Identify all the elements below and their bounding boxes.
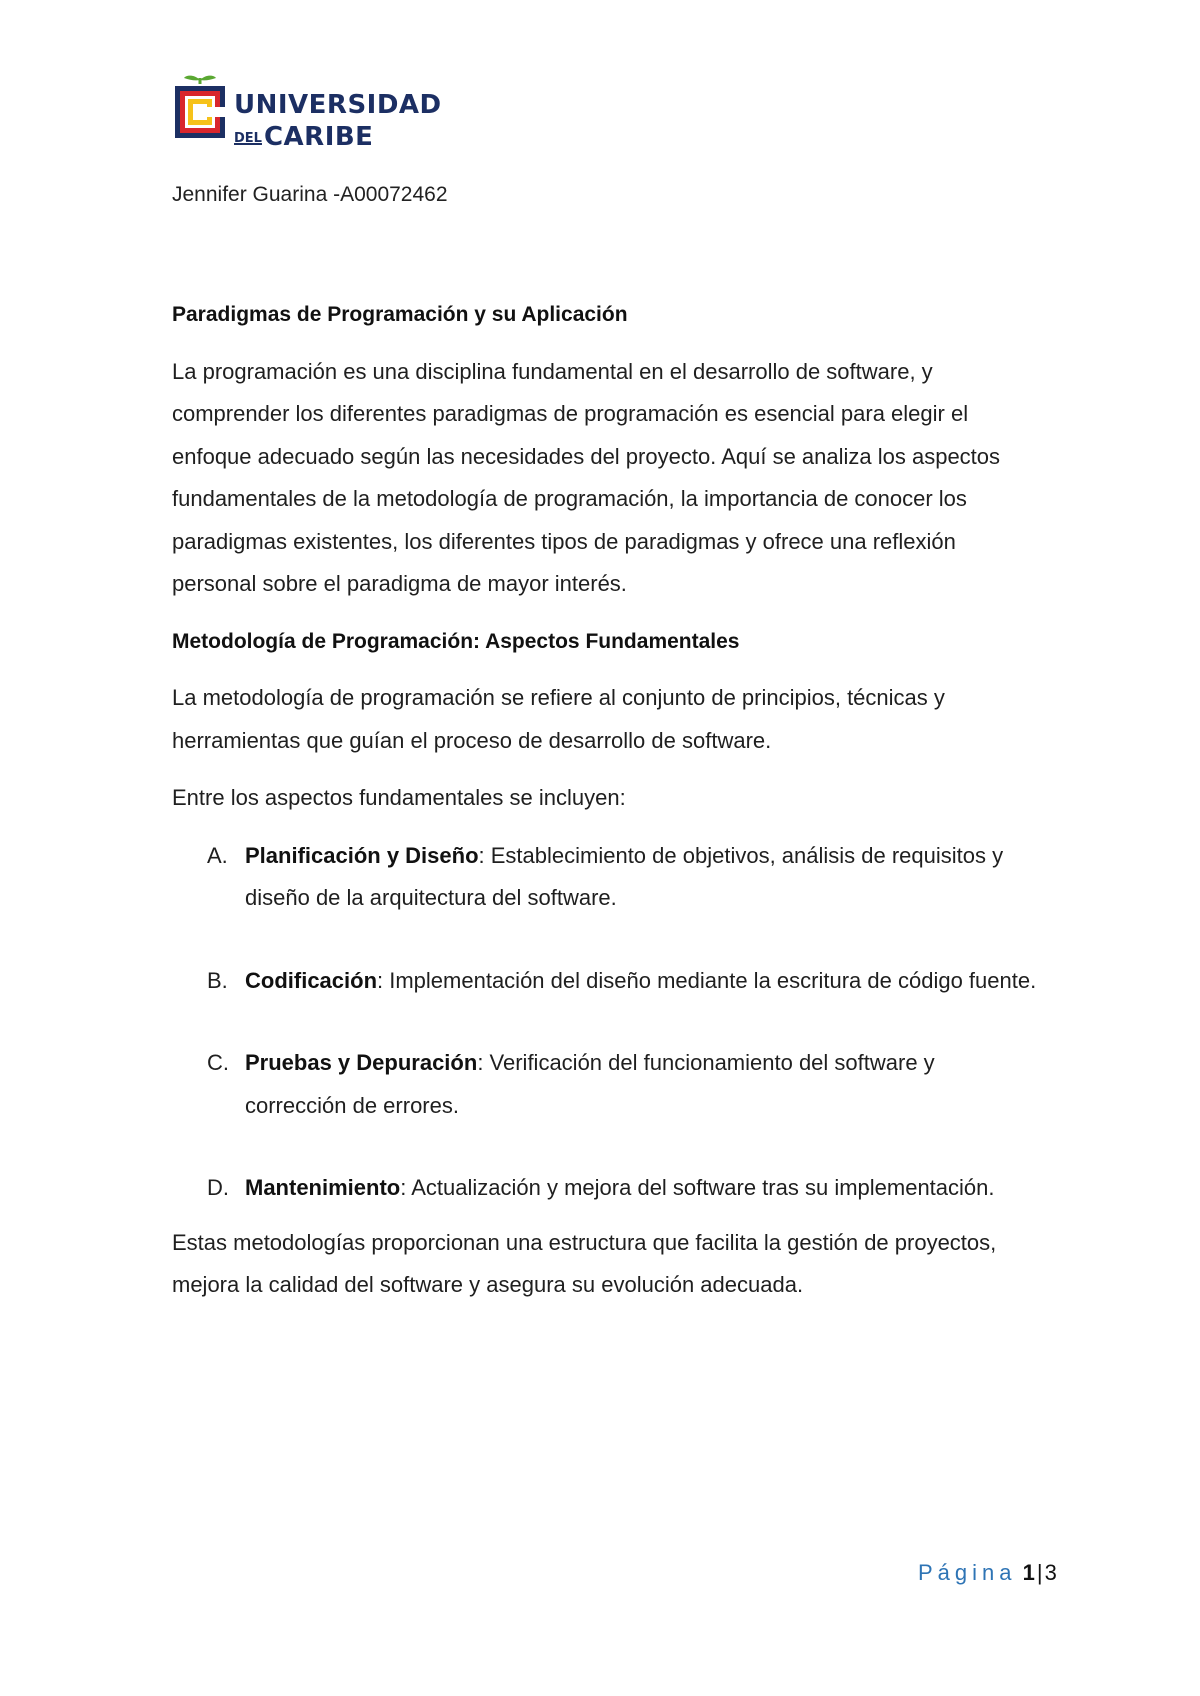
page-number: [918, 1560, 1057, 1586]
section-heading: Metodología de Programación: Aspectos Fundamentales: [172, 629, 740, 653]
logo-wordmark-line1: UNIVERSIDAD: [234, 90, 442, 120]
page-total: 3: [1044, 1560, 1057, 1585]
author-line: Jennifer Guarina -A00072462: [172, 183, 448, 206]
list-marker: D.: [207, 1175, 229, 1200]
list-item: [172, 1042, 1042, 1127]
section-paragraph-1: La metodología de programación se refiere al conjunto de principios, técnicas y herramientas que guían el proceso de desarrollo de software.: [172, 685, 945, 753]
list-text: : Actualización y mejora del software tras su implementación.: [400, 1175, 995, 1200]
page-separator: |: [1036, 1560, 1043, 1585]
list-term: Mantenimiento: [245, 1175, 401, 1200]
list-term: Pruebas y Depuración: [245, 1050, 478, 1075]
list-term: Codificación: [245, 967, 378, 993]
list-item: [172, 1167, 1042, 1210]
list-marker: B.: [207, 967, 228, 993]
list-marker: C.: [207, 1050, 229, 1075]
aspects-list: [172, 835, 1042, 1210]
intro-paragraph: La programación es una disciplina fundamental en el desarrollo de software, y comprender los diferentes paradigmas de programación es esencial para elegir el enfoque adecuado según las necesidades del proyecto. Aquí se analiza los aspectos fundamentales de la metodología de programación, la importancia de conocer los paradigmas existentes, los diferentes tipos de paradigmas y ofrece una reflexión personal sobre el paradigma de mayor interés.: [172, 358, 1001, 596]
university-logo: [172, 70, 442, 152]
section-paragraph-2: Entre los aspectos fundamentales se incluyen:: [172, 785, 626, 810]
university-emblem-icon: [172, 70, 228, 150]
list-term: Planificación y Diseño: [245, 842, 479, 868]
logo-wordmark-line2: CARIBE: [263, 122, 374, 152]
logo-wordmark-del: DEL: [234, 131, 262, 146]
list-text: : Establecimiento de objetivos, análisis de requisitos y diseño de la arquitectura del software.: [245, 842, 1004, 910]
document-title: Paradigmas de Programación y su Aplicación: [172, 303, 628, 326]
page-current: 1: [1022, 1560, 1035, 1585]
page-label: Página: [918, 1560, 1017, 1585]
list-item: [172, 835, 1042, 920]
document-body: [172, 294, 1042, 1322]
list-text: : Implementación del diseño mediante la escritura de código fuente.: [377, 967, 1037, 993]
list-item: [172, 960, 1042, 1003]
list-marker: A.: [207, 842, 228, 868]
closing-paragraph: Estas metodologías proporcionan una estructura que facilita la gestión de proyectos, mejora la calidad del software y asegura su evolución adecuada.: [172, 1229, 997, 1297]
list-text: : Verificación del funcionamiento del software y corrección de errores.: [245, 1050, 935, 1118]
